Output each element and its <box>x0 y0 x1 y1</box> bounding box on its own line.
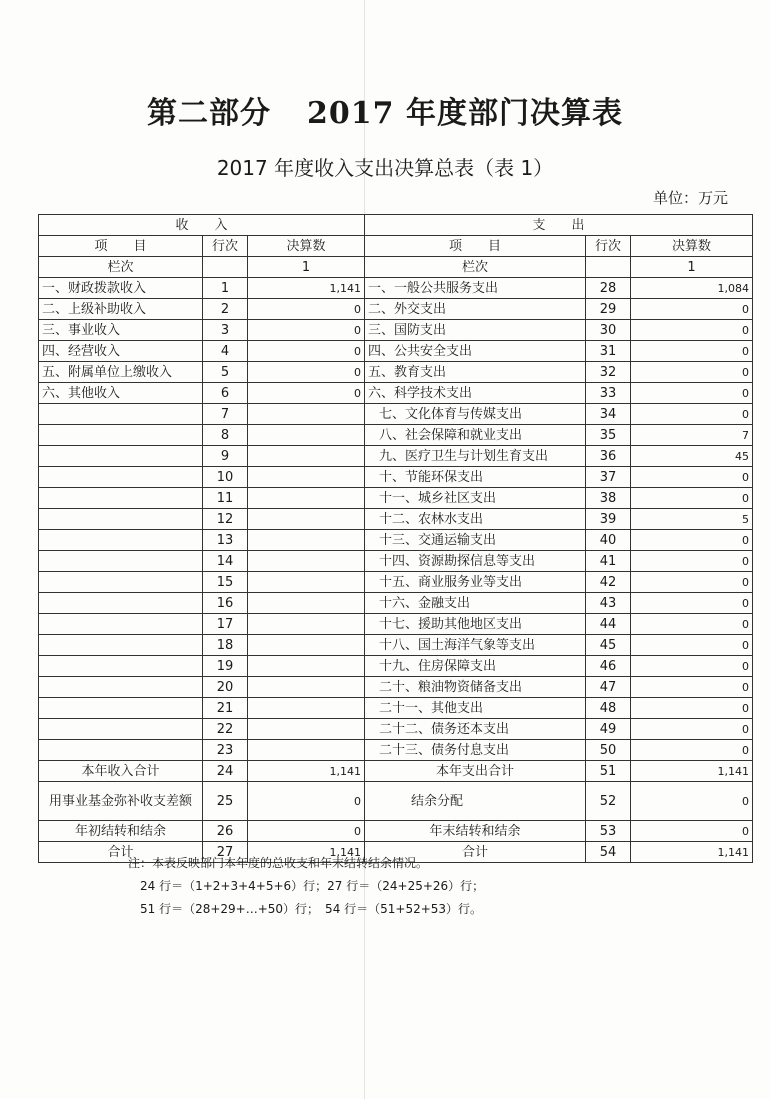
income-total-no: 24 <box>203 761 248 782</box>
income-item-name <box>39 530 203 551</box>
income-rowno-header: 行次 <box>203 236 248 257</box>
table-row <box>39 488 753 509</box>
table-row <box>39 404 753 425</box>
expense-total-value: 1,141 <box>631 761 753 782</box>
surplus-dist-name: 结余分配 <box>365 782 586 821</box>
expense-amount-header: 决算数 <box>631 236 753 257</box>
income-value <box>248 698 365 719</box>
income-value <box>248 740 365 761</box>
expense-value: 0 <box>631 341 753 362</box>
end-balance-value: 0 <box>631 821 753 842</box>
expense-item-name: 九、医疗卫生与计划生育支出 <box>365 446 586 467</box>
income-row-no: 16 <box>203 593 248 614</box>
income-col-blank <box>203 257 248 278</box>
expense-value: 0 <box>631 383 753 404</box>
grand-income-no: 27 <box>203 842 248 863</box>
expense-row-no: 36 <box>586 446 631 467</box>
expense-item-name: 一、一般公共服务支出 <box>365 278 586 299</box>
income-row-no: 13 <box>203 530 248 551</box>
income-item-name <box>39 698 203 719</box>
income-item-name <box>39 488 203 509</box>
expense-value: 0 <box>631 467 753 488</box>
expense-value: 0 <box>631 740 753 761</box>
expense-item-name: 四、公共安全支出 <box>365 341 586 362</box>
table-title: 2017 年度收入支出决算总表（表 1） <box>216 156 554 180</box>
income-value <box>248 530 365 551</box>
fund-make-up-no: 25 <box>203 782 248 821</box>
income-row-no: 2 <box>203 299 248 320</box>
income-row-no: 19 <box>203 656 248 677</box>
expense-value: 1,084 <box>631 278 753 299</box>
expense-row-no: 28 <box>586 278 631 299</box>
table-row <box>39 530 753 551</box>
page-title <box>0 88 770 132</box>
page-title-part: 第二部分 <box>147 96 272 131</box>
note-line: 注：本表反映部门本年度的总收支和年末结转结余情况。 <box>128 856 429 870</box>
income-total-name: 本年收入合计 <box>39 761 203 782</box>
income-item-name <box>39 404 203 425</box>
expense-item-header: 项 目 <box>365 236 586 257</box>
income-value <box>248 719 365 740</box>
income-item-header: 项 目 <box>39 236 203 257</box>
table-row <box>39 509 753 530</box>
fund-row <box>39 782 753 821</box>
income-value: 0 <box>248 341 365 362</box>
expense-item-name: 三、国防支出 <box>365 320 586 341</box>
expense-row-no: 33 <box>586 383 631 404</box>
total-row <box>39 761 753 782</box>
expense-value: 0 <box>631 362 753 383</box>
income-row-no: 12 <box>203 509 248 530</box>
table-row <box>39 677 753 698</box>
income-value <box>248 635 365 656</box>
table-row <box>39 278 753 299</box>
table-row <box>39 446 753 467</box>
income-row-no: 11 <box>203 488 248 509</box>
expense-item-name: 八、社会保障和就业支出 <box>365 425 586 446</box>
expense-rowno-header: 行次 <box>586 236 631 257</box>
income-row-no: 9 <box>203 446 248 467</box>
expense-value: 5 <box>631 509 753 530</box>
budget-table-container <box>38 214 752 862</box>
expense-item-name: 二、外交支出 <box>365 299 586 320</box>
expense-row-no: 34 <box>586 404 631 425</box>
expense-row-no: 44 <box>586 614 631 635</box>
expense-value: 0 <box>631 698 753 719</box>
expense-value: 0 <box>631 320 753 341</box>
begin-balance-value: 0 <box>248 821 365 842</box>
income-section-header: 收 入 <box>39 215 365 236</box>
expense-row-no: 49 <box>586 719 631 740</box>
expense-row-no: 30 <box>586 320 631 341</box>
income-row-no: 6 <box>203 383 248 404</box>
income-row-no: 10 <box>203 467 248 488</box>
expense-value: 0 <box>631 614 753 635</box>
table-row <box>39 740 753 761</box>
expense-item-name: 十七、援助其他地区支出 <box>365 614 586 635</box>
income-value: 0 <box>248 320 365 341</box>
expense-item-name: 二十二、债务还本支出 <box>365 719 586 740</box>
expense-col-blank <box>586 257 631 278</box>
expense-row-no: 50 <box>586 740 631 761</box>
note-line: 51 行＝（28+29+…+50）行； 54 行＝（51+52+53）行。 <box>140 902 483 916</box>
income-value: 0 <box>248 362 365 383</box>
expense-value: 0 <box>631 572 753 593</box>
surplus-dist-no: 52 <box>586 782 631 821</box>
expense-value: 0 <box>631 593 753 614</box>
income-item-name <box>39 593 203 614</box>
income-item-name: 二、上级补助收入 <box>39 299 203 320</box>
expense-item-name: 十、节能环保支出 <box>365 467 586 488</box>
expense-value: 0 <box>631 551 753 572</box>
income-item-name <box>39 446 203 467</box>
balance-row <box>39 821 753 842</box>
income-item-name <box>39 677 203 698</box>
expense-total-no: 51 <box>586 761 631 782</box>
income-total-value: 1,141 <box>248 761 365 782</box>
income-row-no: 20 <box>203 677 248 698</box>
expense-row-no: 41 <box>586 551 631 572</box>
expense-value: 7 <box>631 425 753 446</box>
income-value: 0 <box>248 383 365 404</box>
table-row <box>39 593 753 614</box>
expense-row-no: 29 <box>586 299 631 320</box>
income-col-label: 栏次 <box>39 257 203 278</box>
table-row <box>39 614 753 635</box>
income-item-name <box>39 614 203 635</box>
income-item-name: 四、经营收入 <box>39 341 203 362</box>
income-value <box>248 425 365 446</box>
expense-item-name: 十六、金融支出 <box>365 593 586 614</box>
expense-value: 0 <box>631 656 753 677</box>
expense-value: 0 <box>631 404 753 425</box>
table-row <box>39 467 753 488</box>
table-row <box>39 656 753 677</box>
income-item-name <box>39 635 203 656</box>
income-amount-header: 决算数 <box>248 236 365 257</box>
grand-expense-value: 1,141 <box>631 842 753 863</box>
income-col-index: 1 <box>248 257 365 278</box>
grand-expense-no: 54 <box>586 842 631 863</box>
income-row-no: 18 <box>203 635 248 656</box>
expense-value: 0 <box>631 677 753 698</box>
table-row <box>39 698 753 719</box>
expense-value: 0 <box>631 635 753 656</box>
expense-item-name: 五、教育支出 <box>365 362 586 383</box>
income-item-name: 五、附属单位上缴收入 <box>39 362 203 383</box>
income-value <box>248 572 365 593</box>
income-item-name <box>39 551 203 572</box>
end-balance-name: 年末结转和结余 <box>365 821 586 842</box>
expense-value: 0 <box>631 488 753 509</box>
income-value <box>248 446 365 467</box>
expense-row-no: 48 <box>586 698 631 719</box>
income-value: 0 <box>248 299 365 320</box>
begin-balance-no: 26 <box>203 821 248 842</box>
income-value <box>248 551 365 572</box>
expense-total-name: 本年支出合计 <box>365 761 586 782</box>
page-title-year: 2017 年度部门决算表 <box>307 96 623 131</box>
expense-section-header: 支 出 <box>365 215 753 236</box>
expense-value: 0 <box>631 530 753 551</box>
expense-item-name: 十一、城乡社区支出 <box>365 488 586 509</box>
expense-row-no: 39 <box>586 509 631 530</box>
income-value <box>248 656 365 677</box>
expense-row-no: 42 <box>586 572 631 593</box>
expense-row-no: 47 <box>586 677 631 698</box>
grand-income-value: 1,141 <box>248 842 365 863</box>
income-row-no: 15 <box>203 572 248 593</box>
income-value <box>248 509 365 530</box>
expense-item-name: 十三、交通运输支出 <box>365 530 586 551</box>
expense-row-no: 38 <box>586 488 631 509</box>
expense-col-index: 1 <box>631 257 753 278</box>
header-row-index <box>39 257 753 278</box>
expense-row-no: 32 <box>586 362 631 383</box>
income-row-no: 1 <box>203 278 248 299</box>
expense-row-no: 31 <box>586 341 631 362</box>
expense-item-name: 十八、国土海洋气象等支出 <box>365 635 586 656</box>
income-item-name <box>39 467 203 488</box>
expense-row-no: 46 <box>586 656 631 677</box>
income-item-name: 六、其他收入 <box>39 383 203 404</box>
fund-make-up-value: 0 <box>248 782 365 821</box>
budget-table <box>38 214 753 863</box>
table-row <box>39 299 753 320</box>
table-row <box>39 425 753 446</box>
expense-value: 45 <box>631 446 753 467</box>
income-row-no: 4 <box>203 341 248 362</box>
expense-item-name: 二十三、债务付息支出 <box>365 740 586 761</box>
income-row-no: 21 <box>203 698 248 719</box>
note-line: 24 行＝（1+2+3+4+5+6）行；27 行＝（24+25+26）行； <box>140 879 485 893</box>
expense-item-name: 十五、商业服务业等支出 <box>365 572 586 593</box>
expense-value: 0 <box>631 719 753 740</box>
income-value <box>248 593 365 614</box>
income-value <box>248 467 365 488</box>
expense-item-name: 十二、农林水支出 <box>365 509 586 530</box>
income-row-no: 22 <box>203 719 248 740</box>
income-item-name <box>39 425 203 446</box>
income-item-name <box>39 719 203 740</box>
income-item-name <box>39 656 203 677</box>
header-row-columns <box>39 236 753 257</box>
income-item-name: 三、事业收入 <box>39 320 203 341</box>
expense-item-name: 十四、资源勘探信息等支出 <box>365 551 586 572</box>
grand-expense-name: 合计 <box>365 842 586 863</box>
expense-row-no: 43 <box>586 593 631 614</box>
income-value <box>248 488 365 509</box>
table-row <box>39 341 753 362</box>
income-row-no: 7 <box>203 404 248 425</box>
income-row-no: 8 <box>203 425 248 446</box>
expense-col-label: 栏次 <box>365 257 586 278</box>
surplus-dist-value: 0 <box>631 782 753 821</box>
expense-item-name: 十九、住房保障支出 <box>365 656 586 677</box>
expense-item-name: 七、文化体育与传媒支出 <box>365 404 586 425</box>
expense-row-no: 35 <box>586 425 631 446</box>
income-value <box>248 404 365 425</box>
income-item-name <box>39 572 203 593</box>
begin-balance-name: 年初结转和结余 <box>39 821 203 842</box>
table-row <box>39 572 753 593</box>
income-item-name: 一、财政拨款收入 <box>39 278 203 299</box>
expense-item-name: 二十、粮油物资储备支出 <box>365 677 586 698</box>
header-row-sections <box>39 215 753 236</box>
unit-label: 单位：万元 <box>652 189 728 207</box>
income-item-name <box>39 740 203 761</box>
income-value <box>248 614 365 635</box>
table-row <box>39 719 753 740</box>
income-value <box>248 677 365 698</box>
expense-row-no: 37 <box>586 467 631 488</box>
end-balance-no: 53 <box>586 821 631 842</box>
expense-item-name: 六、科学技术支出 <box>365 383 586 404</box>
table-row <box>39 320 753 341</box>
fund-make-up-name: 用事业基金弥补收支差额 <box>39 782 203 821</box>
table-notes <box>128 852 484 921</box>
income-row-no: 23 <box>203 740 248 761</box>
table-row <box>39 362 753 383</box>
table-row <box>39 383 753 404</box>
income-item-name <box>39 509 203 530</box>
table-row <box>39 551 753 572</box>
income-value: 1,141 <box>248 278 365 299</box>
income-row-no: 14 <box>203 551 248 572</box>
expense-row-no: 45 <box>586 635 631 656</box>
income-row-no: 17 <box>203 614 248 635</box>
expense-value: 0 <box>631 299 753 320</box>
expense-row-no: 40 <box>586 530 631 551</box>
table-row <box>39 635 753 656</box>
grand-income-name: 合计 <box>39 842 203 863</box>
expense-item-name: 二十一、其他支出 <box>365 698 586 719</box>
income-row-no: 3 <box>203 320 248 341</box>
income-row-no: 5 <box>203 362 248 383</box>
